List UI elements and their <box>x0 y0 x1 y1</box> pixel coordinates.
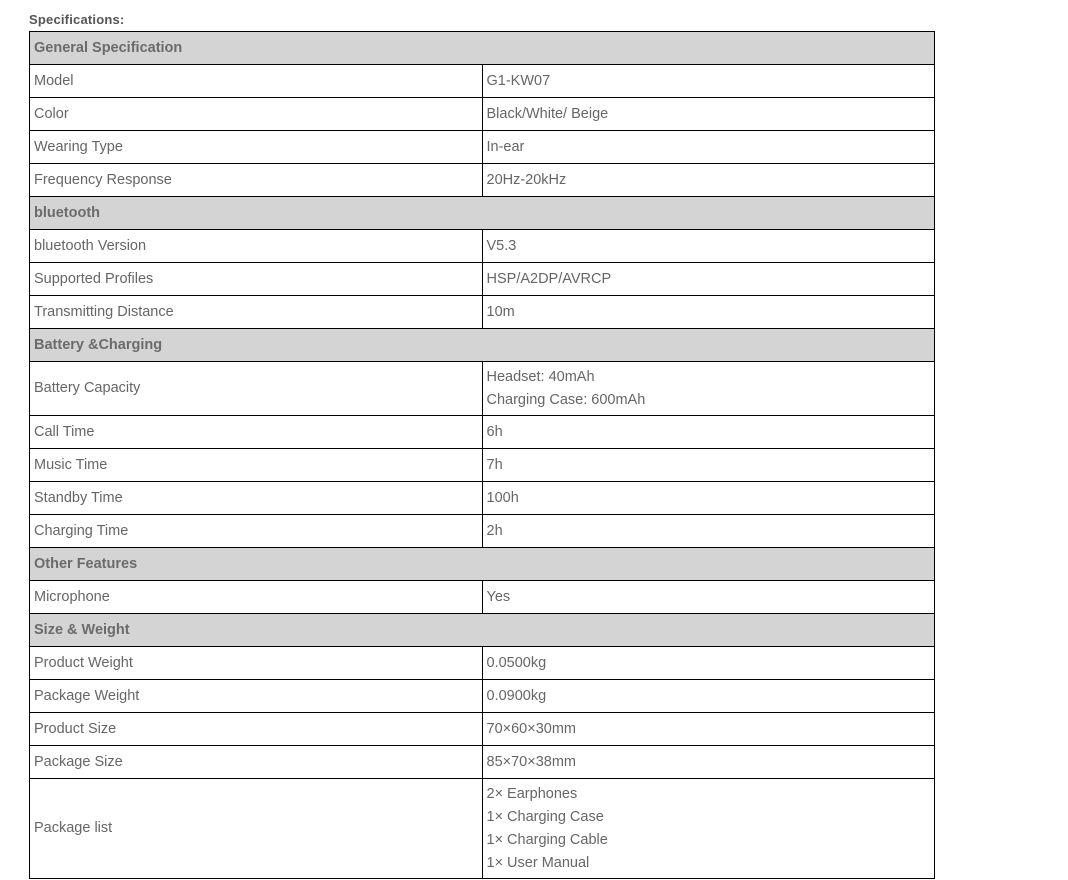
spec-row <box>30 647 935 680</box>
spec-value-line: Yes <box>486 588 511 605</box>
spec-value <box>482 482 935 515</box>
spec-value <box>482 362 935 416</box>
spec-value-line: 85×70×38mm <box>486 753 576 770</box>
spec-value-line: In-ear <box>486 138 525 155</box>
spec-row <box>30 164 935 197</box>
spec-value <box>482 131 935 164</box>
spec-value <box>482 515 935 548</box>
spec-row <box>30 263 935 296</box>
spec-value-line: G1-KW07 <box>486 72 551 89</box>
spec-value <box>482 713 935 746</box>
spec-row <box>30 482 935 515</box>
section-header-row <box>30 32 935 65</box>
spec-value-line: 1× Charging Case <box>486 808 604 825</box>
spec-row <box>30 581 935 614</box>
spec-row <box>30 362 935 416</box>
spec-value-line: 6h <box>486 423 503 440</box>
spec-value-line: 2h <box>486 522 503 539</box>
spec-row <box>30 98 935 131</box>
spec-value <box>482 746 935 779</box>
spec-value-line: HSP/A2DP/AVRCP <box>486 270 612 287</box>
spec-value-line: 0.0900kg <box>486 687 547 704</box>
spec-row <box>30 65 935 98</box>
spec-value <box>482 581 935 614</box>
spec-label: Music Time <box>30 449 483 482</box>
spec-value-line: 0.0500kg <box>486 654 547 671</box>
specifications-table-body <box>30 32 935 879</box>
spec-value-line: 10m <box>486 303 515 320</box>
spec-label: Charging Time <box>30 515 483 548</box>
spec-row <box>30 746 935 779</box>
spec-value <box>482 296 935 329</box>
spec-row <box>30 449 935 482</box>
spec-value <box>482 680 935 713</box>
section-title: General Specification <box>30 32 935 65</box>
spec-row <box>30 515 935 548</box>
section-header-row <box>30 548 935 581</box>
spec-label: Supported Profiles <box>30 263 483 296</box>
spec-label: Color <box>30 98 483 131</box>
spec-value-line: Charging Case: 600mAh <box>486 391 646 408</box>
spec-value-line: Headset: 40mAh <box>486 368 595 385</box>
spec-label: Product Size <box>30 713 483 746</box>
spec-value <box>482 416 935 449</box>
spec-value-line: 70×60×30mm <box>486 720 576 737</box>
specifications-heading: Specifications: <box>29 12 125 27</box>
spec-value <box>482 647 935 680</box>
spec-label: Package Size <box>30 746 483 779</box>
spec-label: Call Time <box>30 416 483 449</box>
spec-label: Frequency Response <box>30 164 483 197</box>
spec-row <box>30 296 935 329</box>
spec-row <box>30 131 935 164</box>
spec-value-line: 7h <box>486 456 503 473</box>
spec-label: Microphone <box>30 581 483 614</box>
spec-label: Package Weight <box>30 680 483 713</box>
spec-label: Standby Time <box>30 482 483 515</box>
spec-label: Transmitting Distance <box>30 296 483 329</box>
section-title: bluetooth <box>30 197 935 230</box>
section-header-row <box>30 614 935 647</box>
section-title: Size & Weight <box>30 614 935 647</box>
spec-value <box>482 98 935 131</box>
spec-value <box>482 230 935 263</box>
spec-label: Model <box>30 65 483 98</box>
spec-value <box>482 164 935 197</box>
specifications-table <box>29 31 935 879</box>
spec-value-line: 1× User Manual <box>486 854 590 871</box>
spec-value-line: 20Hz-20kHz <box>486 171 567 188</box>
spec-value <box>482 779 935 879</box>
spec-value <box>482 449 935 482</box>
spec-value-line: 2× Earphones <box>486 785 578 802</box>
spec-row <box>30 416 935 449</box>
spec-value-line: 100h <box>486 489 519 506</box>
spec-label: Package list <box>30 779 483 879</box>
spec-label: Wearing Type <box>30 131 483 164</box>
spec-label: bluetooth Version <box>30 230 483 263</box>
spec-row <box>30 779 935 879</box>
spec-label: Product Weight <box>30 647 483 680</box>
spec-value <box>482 65 935 98</box>
spec-value-line: Black/White/ Beige <box>486 105 609 122</box>
spec-row <box>30 713 935 746</box>
section-header-row <box>30 197 935 230</box>
section-title: Other Features <box>30 548 935 581</box>
spec-value <box>482 263 935 296</box>
spec-value-line: V5.3 <box>486 237 517 254</box>
section-header-row <box>30 329 935 362</box>
spec-label: Battery Capacity <box>30 362 483 416</box>
spec-row <box>30 680 935 713</box>
spec-value-line: 1× Charging Cable <box>486 831 608 848</box>
spec-row <box>30 230 935 263</box>
section-title: Battery &Charging <box>30 329 935 362</box>
